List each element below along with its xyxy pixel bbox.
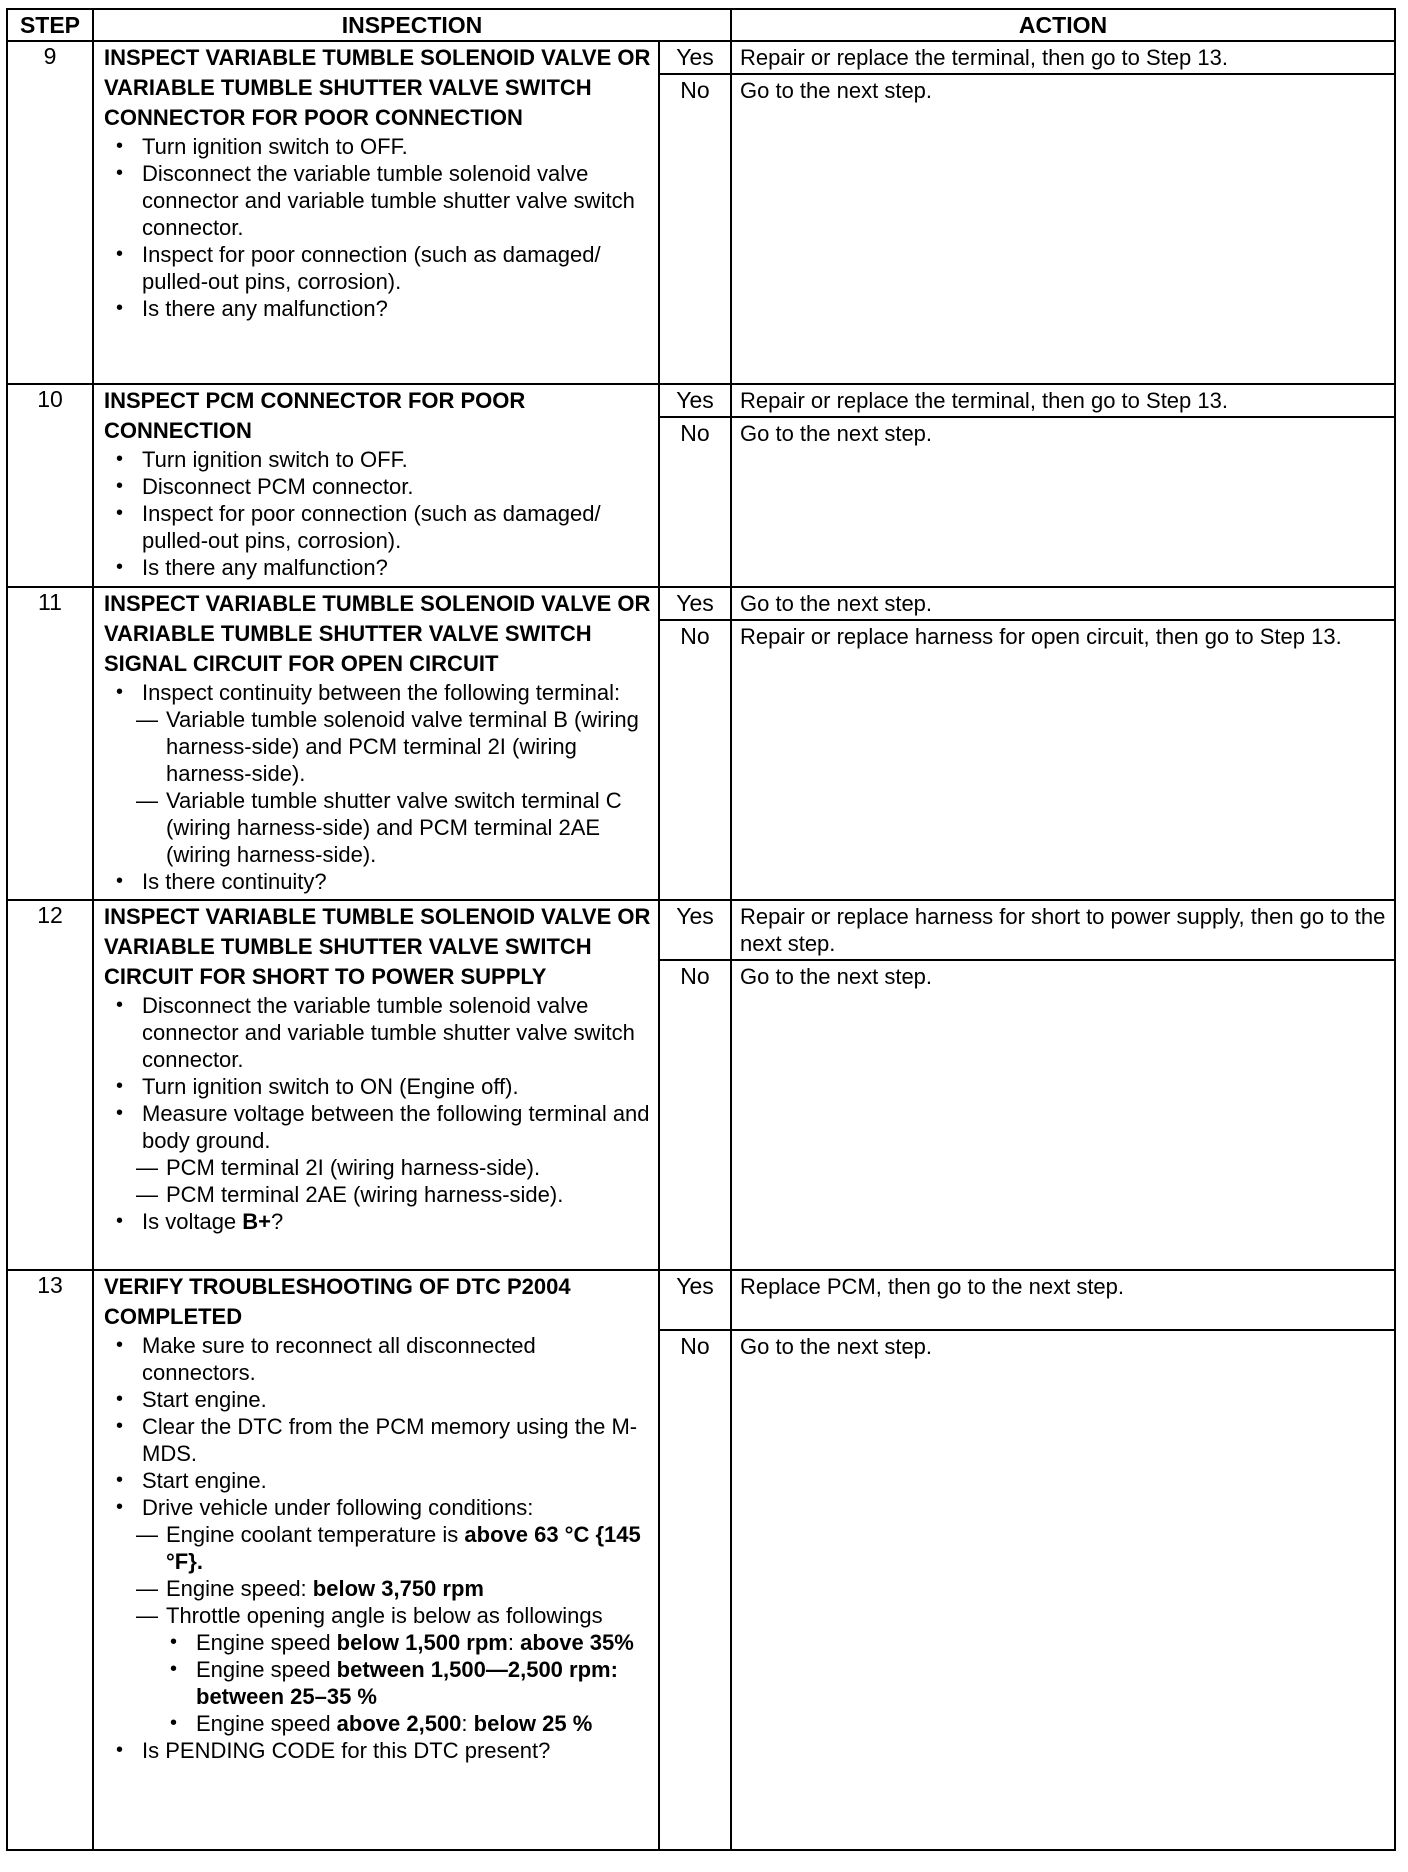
bold-text: above 63 °C {145 °F} [166,1522,641,1574]
list-item: • Turn ignition switch to OFF. [104,446,652,473]
no-action: Go to the next step. [731,417,1395,587]
dash-item: — Variable tumble shutter valve switch terminal C (wiring harness-side) and PCM terminal 2AE (wiring harness-side). [142,787,652,868]
list-item [104,1208,652,1235]
step-11-row-yes [7,587,1395,620]
dash-item [142,1575,652,1602]
list-item: • Is there any malfunction? [104,554,652,581]
list-item: • Inspect for poor connection (such as damaged/ pulled-out pins, corrosion). [104,500,652,554]
text-run: : [507,1630,521,1655]
yes-label: Yes [659,1270,731,1330]
yes-label: Yes [659,41,731,74]
step-10-row-yes [7,384,1395,417]
list-item: • Inspect for poor connection (such as damaged/ pulled-out pins, corrosion). [104,241,652,295]
list-item: • Is PENDING CODE for this DTC present? [104,1737,652,1764]
yes-action: Go to the next step. [731,587,1395,620]
list-item: • Turn ignition switch to OFF. [104,133,652,160]
step-heading: INSPECT VARIABLE TUMBLE SOLENOID VALVE OR VARIABLE TUMBLE SHUTTER VALVE SWITCH SIGNAL CIRCUIT FOR OPEN CIRCUIT [104,591,651,676]
dash-item: — PCM terminal 2I (wiring harness-side). [142,1154,652,1181]
list-item: • Disconnect PCM connector. [104,473,652,500]
list-item: • Is there any malfunction? [104,295,652,322]
bullet-list [104,133,652,322]
dash-item [142,1521,652,1575]
bullet-list [104,446,652,581]
yes-action: Replace PCM, then go to the next step. [731,1270,1395,1330]
yes-label: Yes [659,587,731,620]
text-run: Engine speed [196,1711,337,1736]
step-12-row-yes [7,900,1395,960]
list-item: • Make sure to reconnect all disconnected connectors. [104,1332,652,1386]
list-item: • Disconnect the variable tumble solenoid valve connector and variable tumble shutter valve switch connector. [104,992,652,1073]
dash-list [142,1521,652,1737]
step-9-row-yes [7,41,1395,74]
table-header-row [7,9,1395,41]
step-number: 11 [7,587,93,900]
list-item-text: Measure voltage between the following terminal and body ground. [142,1101,650,1153]
text-run: Throttle opening angle is below as followings [166,1603,603,1628]
list-item [104,1494,652,1737]
step-13-inspection [93,1270,659,1850]
text-run: . [196,1549,203,1574]
step-number: 12 [7,900,93,1270]
header-action: ACTION [731,9,1395,41]
step-heading: INSPECT VARIABLE TUMBLE SOLENOID VALVE OR VARIABLE TUMBLE SHUTTER VALVE SWITCH CONNECTOR FOR POOR CONNECTION [104,45,651,130]
text-run: Is voltage [142,1209,243,1234]
list-item: • Disconnect the variable tumble solenoid valve connector and variable tumble shutter valve switch connector. [104,160,652,241]
list-item: • Start engine. [104,1386,652,1413]
yes-label: Yes [659,900,731,960]
sub-bullet-item [166,1710,652,1737]
troubleshooting-document [6,8,1394,1851]
yes-action: Repair or replace the terminal, then go to Step 13. [731,384,1395,417]
bold-text: B+ [242,1209,272,1234]
bullet-list [104,992,652,1235]
step-heading: INSPECT PCM CONNECTOR FOR POOR CONNECTION [104,388,526,443]
sub-bullet-list [166,1629,652,1737]
step-12-inspection [93,900,659,1270]
yes-action: Repair or replace the terminal, then go to Step 13. [731,41,1395,74]
list-item: • Start engine. [104,1467,652,1494]
step-10-inspection [93,384,659,587]
troubleshooting-table [6,8,1396,1851]
text-run: Engine speed [196,1657,337,1682]
list-item: • Turn ignition switch to ON (Engine off). [104,1073,652,1100]
bold-text: above 35% [520,1630,634,1655]
yes-action: Repair or replace harness for short to power supply, then go to the next step. [731,900,1395,960]
list-item [104,679,652,868]
no-action: Repair or replace harness for open circuit, then go to Step 13. [731,620,1395,900]
sub-bullet-item [166,1629,652,1656]
bold-text: below 25 % [473,1711,593,1736]
bold-text: above 2,500 [336,1711,462,1736]
dash-item [142,1602,652,1737]
yes-label: Yes [659,384,731,417]
step-heading: INSPECT VARIABLE TUMBLE SOLENOID VALVE OR VARIABLE TUMBLE SHUTTER VALVE SWITCH CIRCUIT FOR SHORT TO POWER SUPPLY [104,904,651,989]
no-label: No [659,74,731,384]
step-heading: VERIFY TROUBLESHOOTING OF DTC P2004 COMPLETED [104,1274,571,1329]
bold-text: below 3,750 rpm [312,1576,484,1601]
list-item [104,1100,652,1208]
step-number: 9 [7,41,93,384]
list-item-text: Drive vehicle under following conditions: [142,1495,534,1520]
text-run: Engine speed: [166,1576,313,1601]
bullet-list [104,679,652,895]
no-label: No [659,960,731,1270]
no-action: Go to the next step. [731,74,1395,384]
list-item: • Is there continuity? [104,868,652,895]
no-label: No [659,1330,731,1850]
text-run: Engine coolant temperature is [166,1522,465,1547]
step-number: 13 [7,1270,93,1850]
no-action: Go to the next step. [731,1330,1395,1850]
bullet-list [104,1332,652,1764]
step-9-inspection [93,41,659,384]
step-11-inspection [93,587,659,900]
bold-text: below 1,500 rpm [336,1630,508,1655]
dash-list [142,1154,652,1208]
header-inspection: INSPECTION [93,9,731,41]
dash-item: — PCM terminal 2AE (wiring harness-side). [142,1181,652,1208]
no-label: No [659,620,731,900]
list-item-text: Inspect continuity between the following terminal: [142,680,621,705]
list-item: • Clear the DTC from the PCM memory using the M-MDS. [104,1413,652,1467]
dash-list [142,706,652,868]
text-run: ? [271,1209,284,1234]
no-label: No [659,417,731,587]
sub-bullet-item [166,1656,652,1710]
text-run: : [461,1711,474,1736]
step-13-row-yes [7,1270,1395,1330]
dash-item: — Variable tumble solenoid valve terminal B (wiring harness-side) and PCM terminal 2I (wiring harness-side). [142,706,652,787]
no-action: Go to the next step. [731,960,1395,1270]
header-step: STEP [7,9,93,41]
bold-text: between 1,500—2,500 rpm: between 25–35 % [196,1657,618,1709]
step-number: 10 [7,384,93,587]
text-run: Engine speed [196,1630,337,1655]
